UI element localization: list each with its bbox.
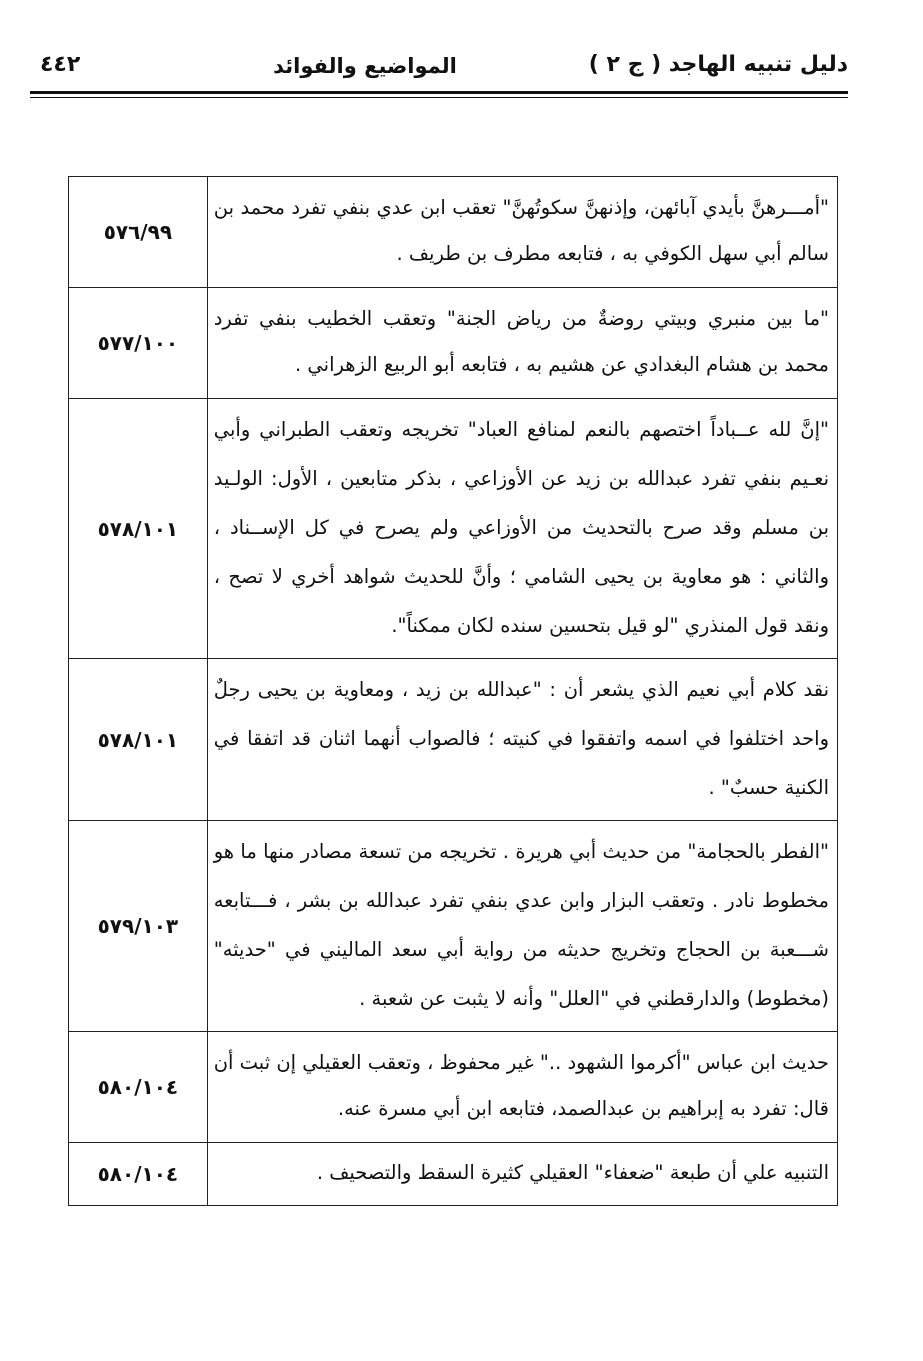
page-reference-cell: ٥٧٨/١٠١ bbox=[69, 399, 208, 659]
page-reference-cell: ٥٧٧/١٠٠ bbox=[69, 288, 208, 399]
table-row bbox=[69, 1143, 838, 1206]
page-reference-cell: ٥٨٠/١٠٤ bbox=[69, 1143, 208, 1206]
section-title: المواضيع والفوائد bbox=[273, 54, 457, 78]
table-row bbox=[69, 399, 838, 659]
table-row bbox=[69, 288, 838, 399]
topics-table bbox=[68, 176, 838, 1206]
table-row bbox=[69, 1032, 838, 1143]
topic-cell: "إنَّ لله عــباداً اختصهم بالنعم لمنافع العباد" تخريجه وتعقب الطبراني وأبي نعـيم بنفي تفرد عبدالله بن زيد عن الأوزاعي ، بذكر متابعين ، الأول: الولـيد بن مسلم وقد صرح بالتحديث من الأوزاعي ولم يصرح في كل الإســناد ، والثاني : هو معاوية بن يحيى الشامي ؛ وأنَّ للحديث شواهد أخري لا تصح ، ونقد قول المنذري "لو قيل بتحسين سنده لكان ممكناً". bbox=[207, 399, 837, 659]
table-row bbox=[69, 821, 838, 1032]
header-rule-thin bbox=[30, 97, 848, 98]
topic-cell: حديث ابن عباس "أكرموا الشهود .." غير محفوظ ، وتعقب العقيلي إن ثبت أن قال: تفرد به إبراهيم بن عبدالصمد، فتابعه ابن أبي مسرة عنه. bbox=[207, 1032, 837, 1143]
page-reference-cell: ٥٧٩/١٠٣ bbox=[69, 821, 208, 1032]
page-reference-cell: ٥٧٨/١٠١ bbox=[69, 659, 208, 821]
book-title: دليل تنبيه الهاجد ( ج ٢ ) bbox=[588, 52, 848, 77]
topic-cell: "أمـــرهنَّ بأيدي آبائهن، وإذنهنَّ سكوتُهنَّ" تعقب ابن عدي بنفي تفرد محمد بن سالم أبي سهل الكوفي به ، فتابعه مطرف بن طريف . bbox=[207, 177, 837, 288]
page-reference-cell: ٥٧٦/٩٩ bbox=[69, 177, 208, 288]
header-rule bbox=[30, 91, 848, 94]
topic-cell: نقد كلام أبي نعيم الذي يشعر أن : "عبدالله بن زيد ، ومعاوية بن يحيى رجلٌ واحد اختلفوا في اسمه واتفقوا في كنيته ؛ فالصواب أنهما اثنان قد اتفقا في الكنية حسبٌ" . bbox=[207, 659, 837, 821]
table-row bbox=[69, 177, 838, 288]
topic-cell: "الفطر بالحجامة" من حديث أبي هريرة . تخريجه من تسعة مصادر منها ما هو مخطوط نادر . وتعقب البزار وابن عدي بنفي تفرد عبدالله بن بشر ، فـــتابعه شـــعبة بن الحجاج وتخريج حديثه من رواية أبي سعد الماليني في "حديثه" (مخطوط) والدارقطني في "العلل" وأنه لا يثبت عن شعبة . bbox=[207, 821, 837, 1032]
topic-cell: التنبيه علي أن طبعة "ضعفاء" العقيلي كثيرة السقط والتصحيف . bbox=[207, 1143, 837, 1206]
running-header bbox=[40, 52, 848, 88]
topic-cell: "ما بين منبري وبيتي روضةٌ من رياض الجنة" وتعقب الخطيب بنفي تفرد محمد بن هشام البغدادي عن هشيم به ، فتابعه أبو الربيع الزهراني . bbox=[207, 288, 837, 399]
page-number: ٤٤٢ bbox=[40, 52, 81, 77]
table-row bbox=[69, 659, 838, 821]
page-reference-cell: ٥٨٠/١٠٤ bbox=[69, 1032, 208, 1143]
